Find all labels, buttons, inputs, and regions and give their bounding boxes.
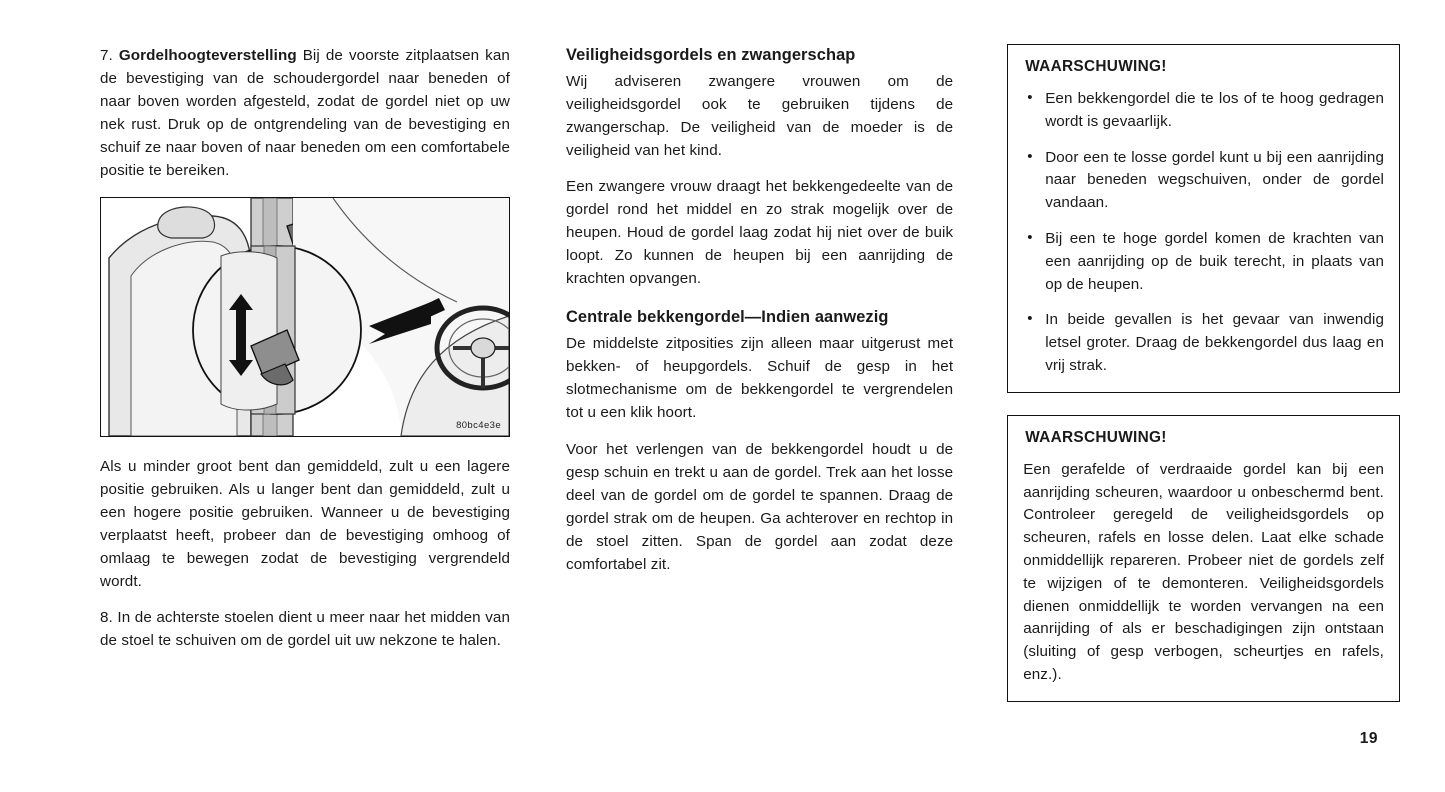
- paragraph-text: Bij de voorste zitplaatsen kan de bevestiging van de schoudergordel naar beneden of naar boven worden afgesteld, zodat de gordel niet op uw nek rust. Druk op de ontgrendeling van de bevestiging en schuif ze naar boven of naar beneden om een comfortabele positie te bereiken.: [100, 47, 510, 180]
- paragraph-lengthen-lap-belt: Voor het verlengen van de bekkengordel houdt u de gesp schuin en trekt u aan de gordel. Trek aan het losse deel van de gordel om de gordel te spannen. Draag de gordel strak om de heupen. Ga achterover en rechtop in de stoel zitten. Span de gordel aan zodat deze comfortabel zit.: [566, 440, 954, 573]
- paragraph-seat-belt-height-adjuster: [100, 44, 510, 183]
- list-item: • In beide gevallen is het gevaar van inwendig letsel groter. Draag de bekkengordel dus laag en vrij strak.: [1045, 309, 1384, 377]
- term-bold: Gordelhoogteverstelling: [118, 47, 297, 64]
- left-column: [100, 44, 510, 724]
- paragraph-center-seating-positions: De middelste zitposities zijn alleen maar uitgerust met bekken- of heupgordels. Schuif de gesp in het slotmechanisme om de bekkengordel te vergrendelen tot u een klik hoort.: [566, 335, 954, 422]
- paragraph-height-position: Als u minder groot bent dan gemiddeld, zult u een lagere positie gebruiken. Als u langer bent dan gemiddeld, zult u een hogere positie gebruiken. Wanneer u de bevestiging verplaatst heeft, probeer dan de bevestiging omhoog of omlaag te bewegen zodat de bevestiging vergrendeld wordt.: [100, 457, 510, 591]
- page-number: 19: [1359, 730, 1378, 747]
- warning-box-frayed-belt: [1007, 415, 1400, 702]
- paragraph-pregnancy-lap-belt: Een zwangere vrouw draagt het bekkengedeelte van de gordel rond het middel en zo strak mogelijk over de heupen. Houd de gordel laag zodat hij niet over de buik loopt. Zo kunnen de heupen bij een aanrijding de krachten opvangen.: [566, 178, 954, 288]
- figure-artwork: [101, 198, 509, 436]
- warning-title: WAARSCHUWING!: [1025, 428, 1167, 446]
- warning-title: WAARSCHUWING!: [1025, 58, 1167, 75]
- page-columns: [100, 44, 1400, 724]
- right-column: [1007, 44, 1400, 724]
- illustration-shoulder-belt-anchorage: [100, 197, 510, 437]
- heading-seatbelts-pregnancy: Veiligheidsgordels en zwangerschap: [566, 46, 856, 64]
- paragraph-rear-seats: 8. In de achterste stoelen dient u meer naar het midden van de stoel te schuiven om de gordel uit uw nekzone te halen.: [100, 609, 510, 650]
- figure-code-label: 80bc4e3e: [456, 419, 501, 431]
- warning-box-lap-belt: [1007, 44, 1400, 393]
- warning-list: [1023, 88, 1384, 378]
- list-item: • Door een te losse gordel kunt u bij een aanrijding naar beneden wegschuiven, onder de gordel vandaan.: [1045, 147, 1384, 215]
- list-item: • Een bekkengordel die te los of te hoog gedragen wordt is gevaarlijk.: [1045, 88, 1384, 134]
- paragraph-pregnancy-advice: Wij adviseren zwangere vrouwen om de veiligheidsgordel ook te gebruiken tijdens de zwangerschap. De veiligheid van de moeder is de veiligheid van het kind.: [566, 72, 954, 159]
- list-item: • Bij een te hoge gordel komen de krachten van een aanrijding op de buik terecht, in plaats van op de heupen.: [1045, 228, 1384, 296]
- warning-text: Een gerafelde of verdraaide gordel kan bij een aanrijding scheuren, waardoor u onbeschermd bent. Controleer geregeld de veiligheidsgordels op scheuren, rafels en losse delen. Laat elke schade onmiddellijk repareren. Probeer niet de gordels zelf te wijzigen of te demonteren. Veiligheidsgordels dienen onmiddellijk te worden vervangen na een aanrijding of als er beschadigingen zijn ontstaan (sluiting of gesp verbogen, scheurtjes en rafels, enz.).: [1023, 460, 1384, 683]
- list-number: 7.: [100, 47, 113, 64]
- heading-center-lap-belt: Centrale bekkengordel—Indien aanwezig: [566, 308, 889, 327]
- middle-column: [566, 44, 953, 724]
